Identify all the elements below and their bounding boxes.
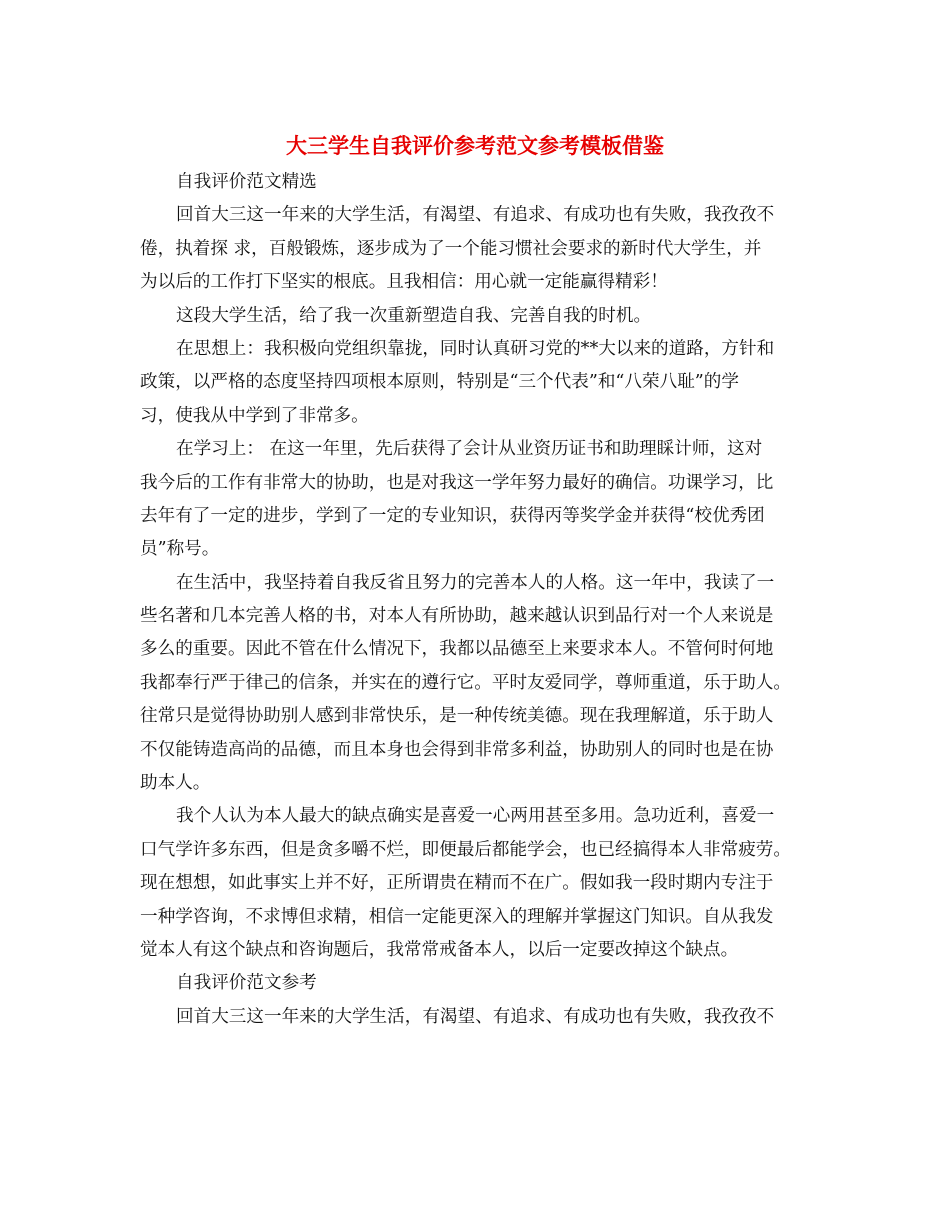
text-line: 这段大学生活，给了我一次重新塑造自我、完善自我的时机。 bbox=[176, 305, 652, 326]
text-line: 我个人认为本人最大的缺点确实是喜爱一心两用甚至多用。急功近利，喜爱一 bbox=[176, 806, 775, 827]
text-line: 多么的重要。因此不管在什么情况下，我都以品德至上来要求本人。不管何时何地 bbox=[140, 639, 774, 660]
text-line: 在思想上：我积极向党组织靠拢，同时认真研习党的**大以来的道路，方针和 bbox=[176, 338, 775, 359]
text-line: 为以后的工作打下坚实的根底。且我相信：用心就一定能赢得精彩！ bbox=[140, 272, 668, 293]
text-line: 我今后的工作有非常大的协助，也是对我这一学年努力最好的确信。功课学习，比 bbox=[140, 472, 774, 493]
text-line: 往常只是觉得协助别人感到非常快乐，是一种传统美德。现在我理解道，乐于助人 bbox=[140, 706, 774, 727]
text-line: 口气学许多东西，但是贪多嚼不烂，即便最后都能学会，也已经搞得本人非常疲劳。 bbox=[140, 839, 791, 860]
text-line: 不仅能铸造高尚的品德，而且本身也会得到非常多利益，协助别人的同时也是在协 bbox=[140, 739, 774, 760]
text-line: 回首大三这一年来的大学生活，有渴望、有追求、有成功也有失败，我孜孜不 bbox=[176, 1006, 775, 1027]
text-line: 倦，执着探 求，百般锻炼，逐步成为了一个能习惯社会要求的新时代大学生，并 bbox=[140, 238, 762, 259]
text-line: 去年有了一定的进步，学到了一定的专业知识，获得丙等奖学金并获得“校优秀团 bbox=[140, 505, 765, 526]
text-line: 回首大三这一年来的大学生活，有渴望、有追求、有成功也有失败，我孜孜不 bbox=[176, 205, 775, 226]
text-line: 政策，以严格的态度坚持四项根本原则，特别是“三个代表”和“八荣八耻”的学 bbox=[140, 372, 739, 393]
text-line: 在生活中，我坚持着自我反省且努力的完善本人的人格。这一年中，我读了一 bbox=[176, 572, 775, 593]
document-body bbox=[140, 166, 820, 1034]
text-line: 自我评价范文参考 bbox=[176, 973, 317, 994]
text-line: 员”称号。 bbox=[140, 539, 220, 560]
text-line: 觉本人有这个缺点和咨询题后，我常常戒备本人，以后一定要改掉这个缺点。 bbox=[140, 939, 739, 960]
text-line: 习，使我从中学到了非常多。 bbox=[140, 405, 369, 426]
text-line: 些名著和几本完善人格的书，对本人有所协助，越来越认识到品行对一个人来说是 bbox=[140, 606, 774, 627]
document-title: 大三学生自我评价参考范文参考模板借鉴 bbox=[286, 134, 664, 158]
text-line: 自我评价范文精选 bbox=[176, 172, 317, 192]
text-line: 在学习上： 在这一年里，先后获得了会计从业资历证书和助理睬计师，这对 bbox=[176, 439, 763, 460]
text-line: 一种学咨询，不求博但求精，相信一定能更深入的理解并掌握这门知识。自从我发 bbox=[140, 906, 774, 927]
text-line: 我都奉行严于律己的信条，并实在的遵行它。平时友爱同学，尊师重道，乐于助人。 bbox=[140, 672, 791, 693]
text-line: 助本人。 bbox=[140, 773, 211, 794]
text-line: 现在想想，如此事实上并不好，正所谓贵在精而不在广。假如我一段时期内专注于 bbox=[140, 873, 774, 894]
